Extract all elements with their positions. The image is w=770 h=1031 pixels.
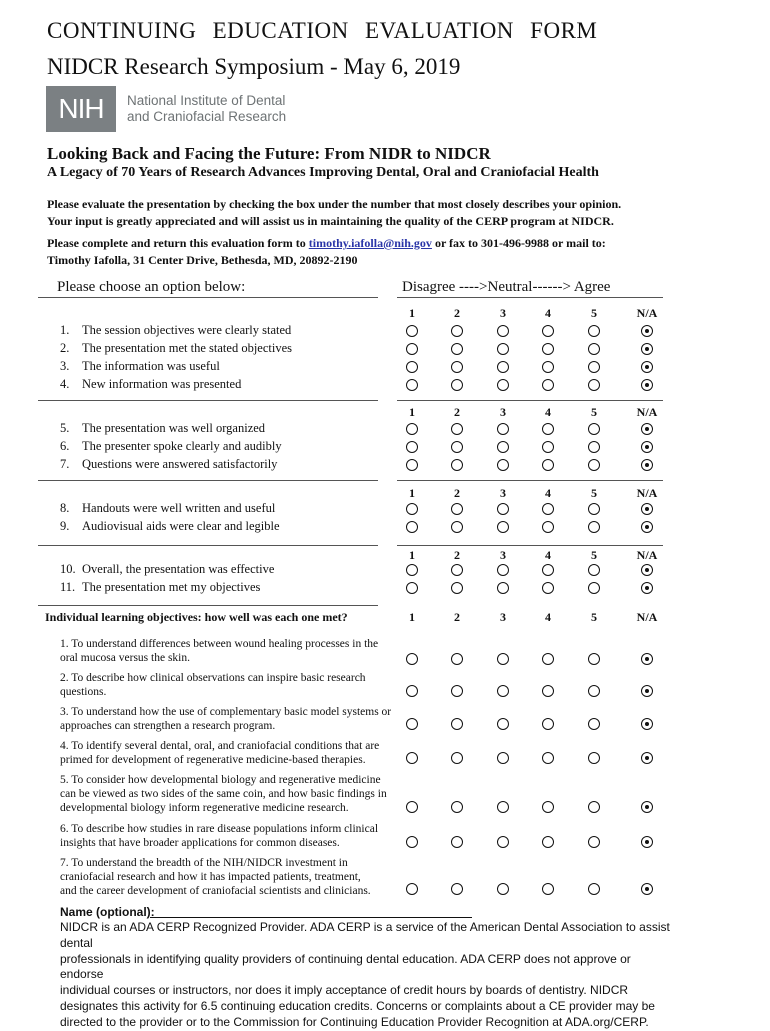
objective-text-line: developmental biology inform regenerative medicine research. [60, 802, 349, 814]
rating-header-5: 5 [591, 405, 597, 419]
item-6-radio-na[interactable] [641, 441, 653, 453]
nih-logo-text [127, 93, 286, 125]
item-2-radio-na[interactable] [641, 343, 653, 355]
item-11-radio-3[interactable] [497, 582, 509, 594]
rating-header-5: 5 [591, 486, 597, 500]
objective-2-radio-1[interactable] [406, 685, 418, 697]
item-7-radio-2[interactable] [451, 459, 463, 471]
divider [397, 545, 663, 546]
rating-scale-label: Disagree ---->Neutral------> Agree [402, 279, 611, 295]
form-title: CONTINUING EDUCATION EVALUATION FORM [47, 18, 598, 43]
name-field[interactable] [150, 917, 472, 918]
rating-header-3: 3 [500, 405, 506, 419]
item-text: The information was useful [82, 359, 220, 373]
objective-3-radio-3[interactable] [497, 718, 509, 730]
item-text: The presentation met my objectives [82, 580, 261, 594]
objective-text-line: 1. To understand differences between wound healing processes in the [60, 638, 379, 650]
footer-line: individual courses or instructors, nor does it imply acceptance of credit hours by boards of dentistry. NIDCR [60, 983, 629, 998]
item-9-radio-2[interactable] [451, 521, 463, 533]
rating-header-4: 4 [545, 548, 551, 562]
item-10-radio-2[interactable] [451, 564, 463, 576]
item-11-radio-na[interactable] [641, 582, 653, 594]
objective-7-radio-5[interactable] [588, 883, 600, 895]
learning-objective [60, 637, 378, 665]
item-2-radio-1[interactable] [406, 343, 418, 355]
item-number: 6. [60, 439, 70, 453]
learning-objective [60, 739, 379, 767]
item-5-radio-1[interactable] [406, 423, 418, 435]
rating-header-na: N/A [636, 405, 658, 419]
presentation-heading: Looking Back and Facing the Future: From NIDR to NIDCR [47, 144, 491, 163]
objective-2-radio-3[interactable] [497, 685, 509, 697]
objective-2-radio-4[interactable] [542, 685, 554, 697]
objective-1-radio-1[interactable] [406, 653, 418, 665]
item-1-radio-5[interactable] [588, 325, 600, 337]
form-subtitle: NIDCR Research Symposium - May 6, 2019 [47, 54, 461, 79]
nih-logo-mark: NIH [46, 86, 116, 132]
name-field-label: Name (optional): [60, 905, 155, 919]
item-text: Handouts were well written and useful [82, 501, 276, 515]
item-7-radio-4[interactable] [542, 459, 554, 471]
rating-header-3: 3 [500, 486, 506, 500]
objective-text-line: and the career development of craniofacial scientists and clinicians. [60, 885, 371, 897]
objective-4-radio-3[interactable] [497, 752, 509, 764]
item-11-radio-5[interactable] [588, 582, 600, 594]
rating-header-2: 2 [454, 548, 460, 562]
objective-1-radio-4[interactable] [542, 653, 554, 665]
objective-7-radio-na[interactable] [641, 883, 653, 895]
rating-header-1: 1 [409, 548, 415, 562]
contact-prefix: Please complete and return this evaluation form to [47, 236, 309, 250]
item-number: 3. [60, 359, 70, 373]
evaluation-item [60, 457, 277, 472]
item-8-radio-4[interactable] [542, 503, 554, 515]
objective-5-radio-3[interactable] [497, 801, 509, 813]
item-1-radio-2[interactable] [451, 325, 463, 337]
item-number: 1. [60, 323, 70, 337]
item-text: New information was presented [82, 377, 242, 391]
rating-header-2: 2 [454, 610, 460, 624]
objective-6-radio-1[interactable] [406, 836, 418, 848]
objective-text-line: 2. To describe how clinical observations can inspire basic research [60, 672, 366, 684]
objective-7-radio-1[interactable] [406, 883, 418, 895]
item-7-radio-5[interactable] [588, 459, 600, 471]
objective-text-line: 7. To understand the breadth of the NIH/NIDCR investment in [60, 857, 348, 869]
contact-info [47, 235, 606, 269]
objective-4-radio-4[interactable] [542, 752, 554, 764]
footer-line: directed to the provider or to the Commission for Continuing Education Provider Recognition at ADA.org/CERP. [60, 1014, 649, 1029]
rating-header-1: 1 [409, 306, 415, 320]
item-text: Overall, the presentation was effective [82, 562, 275, 576]
rating-header-1: 1 [409, 405, 415, 419]
objective-text-line: oral mucosa versus the skin. [60, 652, 190, 664]
logo-line-2: and Craniofacial Research [127, 109, 287, 124]
objective-5-radio-5[interactable] [588, 801, 600, 813]
presentation-subheading: A Legacy of 70 Years of Research Advances Improving Dental, Oral and Craniofacial Health [47, 165, 599, 180]
item-5-radio-na[interactable] [641, 423, 653, 435]
rating-header-4: 4 [545, 306, 551, 320]
evaluation-item [60, 323, 291, 338]
item-7-radio-3[interactable] [497, 459, 509, 471]
objective-5-radio-1[interactable] [406, 801, 418, 813]
choose-option-label: Please choose an option below: [57, 279, 246, 295]
objective-1-radio-3[interactable] [497, 653, 509, 665]
divider [38, 400, 378, 401]
objective-1-radio-2[interactable] [451, 653, 463, 665]
objective-5-radio-4[interactable] [542, 801, 554, 813]
item-2-radio-4[interactable] [542, 343, 554, 355]
item-6-radio-1[interactable] [406, 441, 418, 453]
rating-header-4: 4 [545, 405, 551, 419]
item-2-radio-2[interactable] [451, 343, 463, 355]
item-8-radio-1[interactable] [406, 503, 418, 515]
item-5-radio-4[interactable] [542, 423, 554, 435]
item-1-radio-3[interactable] [497, 325, 509, 337]
evaluation-item [60, 341, 292, 356]
item-4-radio-2[interactable] [451, 379, 463, 391]
footer-line: professionals in identifying quality providers of continuing dental education. ADA CERP does not approve or endorse [60, 951, 631, 982]
item-5-radio-3[interactable] [497, 423, 509, 435]
objective-text-line: can be viewed as two sides of the same coin, and how basic findings in [60, 788, 387, 800]
rating-header-na: N/A [636, 548, 658, 562]
item-3-radio-4[interactable] [542, 361, 554, 373]
item-text: The session objectives were clearly stated [82, 323, 292, 337]
evaluation-item [60, 580, 260, 595]
learning-objective [60, 856, 371, 898]
item-1-radio-na[interactable] [641, 325, 653, 337]
objective-6-radio-4[interactable] [542, 836, 554, 848]
divider [397, 480, 663, 481]
mailing-address: Timothy Iafolla, 31 Center Drive, Bethesda, MD, 20892-2190 [47, 253, 358, 267]
objective-4-radio-5[interactable] [588, 752, 600, 764]
footer-line: designates this activity for 6.5 continuing education credits. Concerns or complaints about a CE provider may be [60, 998, 655, 1013]
item-text: Questions were answered satisfactorily [82, 457, 278, 471]
item-6-radio-2[interactable] [451, 441, 463, 453]
item-10-radio-3[interactable] [497, 564, 509, 576]
item-6-radio-5[interactable] [588, 441, 600, 453]
objective-5-radio-na[interactable] [641, 801, 653, 813]
objective-2-radio-na[interactable] [641, 685, 653, 697]
item-7-radio-1[interactable] [406, 459, 418, 471]
objective-text-line: insights that have broader applications for common diseases. [60, 837, 340, 849]
objective-3-radio-na[interactable] [641, 718, 653, 730]
objectives-question: Individual learning objectives: how well was each one met? [45, 610, 348, 624]
learning-objective [60, 773, 387, 815]
item-7-radio-na[interactable] [641, 459, 653, 471]
objective-6-radio-na[interactable] [641, 836, 653, 848]
item-10-radio-na[interactable] [641, 564, 653, 576]
item-1-radio-4[interactable] [542, 325, 554, 337]
objective-text-line: 5. To consider how developmental biology and regenerative medicine [60, 774, 381, 786]
objective-text-line: questions. [60, 686, 107, 698]
item-number: 2. [60, 341, 70, 355]
rating-header-5: 5 [591, 610, 597, 624]
objective-text-line: 4. To identify several dental, oral, and craniofacial conditions that are [60, 740, 380, 752]
objective-2-radio-2[interactable] [451, 685, 463, 697]
objective-text-line: craniofacial research and how it has impacted patients, treatment, [60, 871, 361, 883]
item-text: Audiovisual aids were clear and legible [82, 519, 280, 533]
objective-4-radio-2[interactable] [451, 752, 463, 764]
evaluation-item [60, 519, 280, 534]
footer-line: NIDCR is an ADA CERP Recognized Provider. ADA CERP is a service of the American Dental Association to assist dental [60, 920, 670, 950]
item-5-radio-5[interactable] [588, 423, 600, 435]
item-number: 8. [60, 501, 70, 515]
rating-header-1: 1 [409, 486, 415, 500]
item-number: 11. [60, 580, 76, 594]
divider [397, 297, 663, 298]
item-4-radio-4[interactable] [542, 379, 554, 391]
rating-header-3: 3 [500, 610, 506, 624]
objective-3-radio-2[interactable] [451, 718, 463, 730]
item-4-radio-5[interactable] [588, 379, 600, 391]
objective-text-line: primed for development of regenerative medicine-based therapies. [60, 754, 366, 766]
item-number: 9. [60, 519, 70, 533]
instructions [47, 196, 621, 230]
rating-header-4: 4 [545, 486, 551, 500]
objective-1-radio-na[interactable] [641, 653, 653, 665]
item-3-radio-5[interactable] [588, 361, 600, 373]
evaluation-item [60, 421, 265, 436]
objective-text-line: approaches can strengthen a research program. [60, 720, 276, 732]
rating-header-3: 3 [500, 548, 506, 562]
item-10-radio-4[interactable] [542, 564, 554, 576]
divider [38, 480, 378, 481]
rating-header-na: N/A [636, 610, 658, 624]
divider [38, 297, 378, 298]
objective-2-radio-5[interactable] [588, 685, 600, 697]
email-link[interactable]: timothy.iafolla@nih.gov [308, 236, 432, 250]
item-number: 4. [60, 377, 70, 391]
evaluation-item [60, 359, 220, 374]
objective-3-radio-1[interactable] [406, 718, 418, 730]
objective-6-radio-3[interactable] [497, 836, 509, 848]
item-number: 7. [60, 457, 70, 471]
divider [38, 605, 378, 606]
objective-7-radio-3[interactable] [497, 883, 509, 895]
item-8-radio-2[interactable] [451, 503, 463, 515]
item-3-radio-1[interactable] [406, 361, 418, 373]
item-4-radio-na[interactable] [641, 379, 653, 391]
item-9-radio-5[interactable] [588, 521, 600, 533]
divider [397, 400, 663, 401]
objective-5-radio-2[interactable] [451, 801, 463, 813]
objective-3-radio-5[interactable] [588, 718, 600, 730]
logo-line-1: National Institute of Dental [127, 93, 286, 108]
objective-7-radio-4[interactable] [542, 883, 554, 895]
learning-objective [60, 822, 378, 850]
divider [38, 545, 378, 546]
item-text: The presentation met the stated objectives [82, 341, 292, 355]
instructions-line-2: Your input is greatly appreciated and will assist us in maintaining the quality of the CERP program at NIDCR. [47, 214, 614, 228]
item-3-radio-3[interactable] [497, 361, 509, 373]
rating-header-2: 2 [454, 405, 460, 419]
rating-header-1: 1 [409, 610, 415, 624]
nih-logo [46, 86, 286, 132]
item-6-radio-4[interactable] [542, 441, 554, 453]
rating-header-na: N/A [636, 306, 658, 320]
item-6-radio-3[interactable] [497, 441, 509, 453]
rating-header-3: 3 [500, 306, 506, 320]
objective-6-radio-2[interactable] [451, 836, 463, 848]
objective-1-radio-5[interactable] [588, 653, 600, 665]
accreditation-statement [60, 920, 670, 1031]
item-4-radio-1[interactable] [406, 379, 418, 391]
item-10-radio-5[interactable] [588, 564, 600, 576]
item-9-radio-1[interactable] [406, 521, 418, 533]
rating-header-4: 4 [545, 610, 551, 624]
evaluation-item [60, 377, 241, 392]
objective-4-radio-1[interactable] [406, 752, 418, 764]
item-2-radio-5[interactable] [588, 343, 600, 355]
objective-3-radio-4[interactable] [542, 718, 554, 730]
instructions-line-1: Please evaluate the presentation by checking the box under the number that most closely describes your opinion. [47, 197, 622, 211]
item-4-radio-3[interactable] [497, 379, 509, 391]
item-2-radio-3[interactable] [497, 343, 509, 355]
rating-header-5: 5 [591, 548, 597, 562]
item-8-radio-na[interactable] [641, 503, 653, 515]
item-8-radio-5[interactable] [588, 503, 600, 515]
rating-header-na: N/A [636, 486, 658, 500]
item-text: The presentation was well organized [82, 421, 266, 435]
objective-6-radio-5[interactable] [588, 836, 600, 848]
item-9-radio-3[interactable] [497, 521, 509, 533]
item-number: 5. [60, 421, 70, 435]
contact-line [47, 235, 606, 252]
evaluation-item [60, 562, 274, 577]
objective-7-radio-2[interactable] [451, 883, 463, 895]
learning-objective [60, 671, 366, 699]
evaluation-item [60, 501, 275, 516]
rating-header-5: 5 [591, 306, 597, 320]
item-9-radio-na[interactable] [641, 521, 653, 533]
item-5-radio-2[interactable] [451, 423, 463, 435]
item-text: The presenter spoke clearly and audibly [82, 439, 282, 453]
item-3-radio-na[interactable] [641, 361, 653, 373]
item-9-radio-4[interactable] [542, 521, 554, 533]
contact-suffix: or fax to 301-496-9988 or mail to: [431, 236, 606, 250]
item-number: 10. [60, 562, 76, 576]
item-11-radio-4[interactable] [542, 582, 554, 594]
item-10-radio-1[interactable] [406, 564, 418, 576]
objective-text-line: 3. To understand how the use of complementary basic model systems or [60, 706, 392, 718]
item-3-radio-2[interactable] [451, 361, 463, 373]
learning-objective [60, 705, 391, 733]
evaluation-item [60, 439, 282, 454]
item-1-radio-1[interactable] [406, 325, 418, 337]
item-11-radio-1[interactable] [406, 582, 418, 594]
rating-header-2: 2 [454, 486, 460, 500]
objective-text-line: 6. To describe how studies in rare disease populations inform clinical [60, 823, 379, 835]
objective-4-radio-na[interactable] [641, 752, 653, 764]
rating-header-2: 2 [454, 306, 460, 320]
item-11-radio-2[interactable] [451, 582, 463, 594]
item-8-radio-3[interactable] [497, 503, 509, 515]
